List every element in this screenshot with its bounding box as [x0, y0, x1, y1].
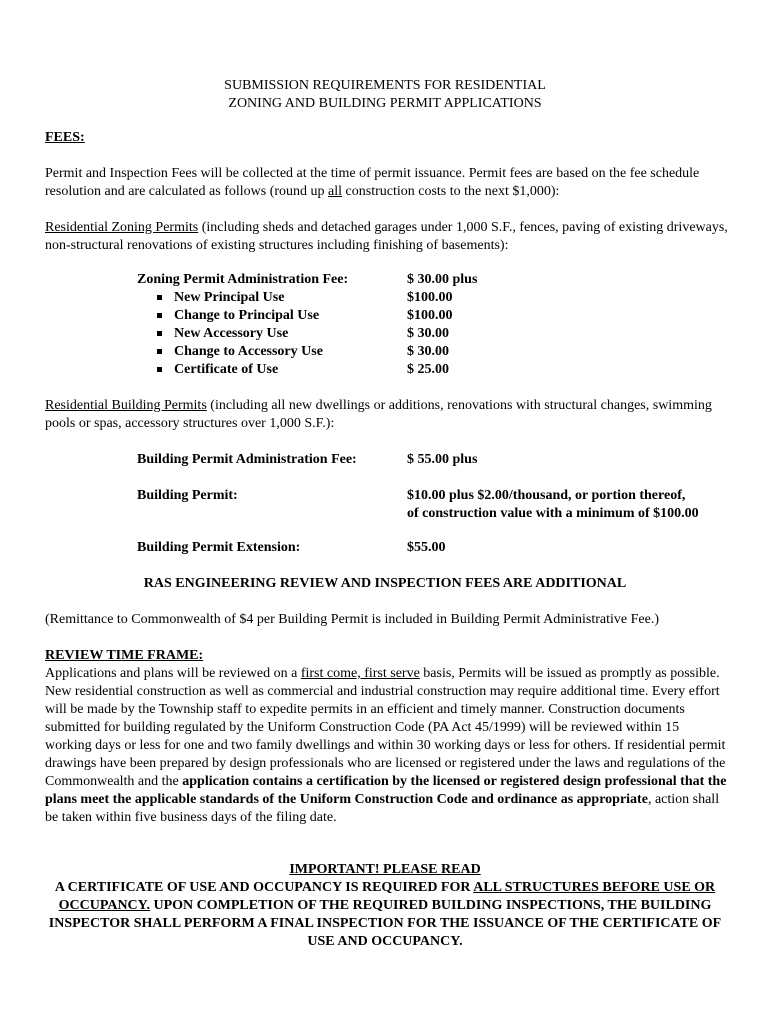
bullet-square-icon [157, 367, 162, 372]
review-time-frame-heading: REVIEW TIME FRAME: [45, 648, 204, 663]
zoning-fee-values [407, 289, 453, 379]
building-desc-text: (including all new dwellings or additions, renovations with structural changes, swimming pools or spas, accessory structures over 1,000 S.F.): [45, 398, 712, 431]
important-body [40, 879, 730, 951]
bullet-square-icon [157, 313, 162, 318]
bullet-square-icon [157, 295, 162, 300]
review-text-c: , action shall be taken within five business days of the filing date. [45, 792, 720, 825]
zoning-fee-item [150, 325, 323, 343]
building-permit-value [407, 487, 699, 523]
building-permit-value-line-2: of construction value with a minimum of $100.00 [407, 506, 699, 521]
building-extension-value: $55.00 [407, 540, 446, 555]
zoning-fee-label: New Principal Use [174, 290, 285, 305]
fees-intro-text-a: Permit and Inspection Fees will be collected at the time of permit issuance. Permit fees are based on the fee schedule resolution and are calculated as follows (round up [45, 166, 700, 199]
important-heading: IMPORTANT! PLEASE READ [289, 862, 481, 877]
important-text-1: A CERTIFICATE OF USE AND OCCUPANCY IS REQUIRED FOR [54, 880, 474, 895]
zoning-fee-label: Change to Accessory Use [174, 344, 323, 359]
review-text-a: Applications and plans will be reviewed on a [45, 666, 301, 681]
building-extension-label: Building Permit Extension: [137, 540, 301, 555]
title-line-1: SUBMISSION REQUIREMENTS FOR RESIDENTIAL [224, 78, 546, 93]
review-first-come-first-serve: first come, first serve [300, 666, 420, 681]
document-title [0, 77, 770, 113]
review-certification-bold: application contains a certification by the licensed or registered design professional that the plans meet the applicable standards of the Uniform Construction Code and ordinance as appropriate [45, 774, 727, 807]
zoning-fee-item [150, 307, 323, 325]
building-permit-value-line-1: $10.00 plus $2.00/thousand, or portion thereof, [407, 488, 686, 503]
zoning-admin-fee-value: $ 30.00 plus [407, 272, 478, 287]
fees-intro [45, 165, 729, 201]
zoning-fee-value: $ 30.00 [407, 344, 449, 359]
zoning-desc-text: (including sheds and detached garages under 1,000 S.F., fences, paving of existing driveways, non-structural renovations of existing structures including finishing of basements): [45, 220, 728, 253]
review-text-b: basis, Permits will be issued as promptly as possible. New residential construction as well as commercial and industrial construction may require additional time. Every effort will be made by the Township staff to expedite permits in an efficient and timely manner. Construction documents submitted for building regulated by the Uniform Construction Code (PA Act 45/1999) will be reviewed within 15 working days or less for one and two family dwellings and within 30 working days or less for others. If residential permit drawings have been prepared by design professionals who are licensed or registered under the laws and regulations of the Commonwealth and the [45, 666, 726, 789]
important-text-2: UPON COMPLETION OF THE REQUIRED BUILDING INSPECTIONS, THE BUILDING INSPECTOR SHALL PERFORM A FINAL INSPECTION FOR THE ISSUANCE OF THE CERTIFICATE OF USE AND OCCUPANCY. [48, 898, 722, 949]
zoning-admin-fee-label: Zoning Permit Administration Fee: [137, 272, 349, 287]
building-description [45, 397, 729, 433]
zoning-fee-label: Certificate of Use [174, 362, 279, 377]
building-admin-fee-label: Building Permit Administration Fee: [137, 452, 357, 467]
title-line-2: ZONING AND BUILDING PERMIT APPLICATIONS [228, 96, 542, 111]
bullet-square-icon [157, 349, 162, 354]
zoning-fee-value: $100.00 [407, 290, 453, 305]
zoning-fee-item [150, 361, 323, 379]
zoning-fee-value: $ 30.00 [407, 326, 449, 341]
zoning-fee-value: $100.00 [407, 308, 453, 323]
zoning-fee-label: Change to Principal Use [174, 308, 320, 323]
zoning-fee-label: New Accessory Use [174, 326, 289, 341]
bullet-square-icon [157, 331, 162, 336]
building-admin-fee-value: $ 55.00 plus [407, 452, 478, 467]
zoning-fee-item [150, 343, 323, 361]
zoning-description [45, 219, 729, 255]
fees-heading: FEES: [45, 130, 85, 145]
important-text-underlined: ALL STRUCTURES BEFORE USE OR OCCUPANCY. [58, 880, 716, 913]
remittance-note: (Remittance to Commonwealth of $4 per Building Permit is included in Building Permit Administrative Fee.) [45, 612, 659, 627]
zoning-permits-heading: Residential Zoning Permits [45, 220, 199, 235]
zoning-fee-value: $ 25.00 [407, 362, 449, 377]
review-paragraph [45, 665, 729, 827]
building-permit-label: Building Permit: [137, 488, 238, 503]
fees-intro-all: all [328, 184, 343, 199]
zoning-fee-item [150, 289, 323, 307]
ras-engineering-note: RAS ENGINEERING REVIEW AND INSPECTION FEES ARE ADDITIONAL [143, 576, 627, 591]
building-permits-heading: Residential Building Permits [45, 398, 207, 413]
fees-intro-text-b: construction costs to the next $1,000): [342, 184, 560, 199]
important-notice [40, 861, 730, 951]
zoning-fee-list [150, 289, 323, 379]
